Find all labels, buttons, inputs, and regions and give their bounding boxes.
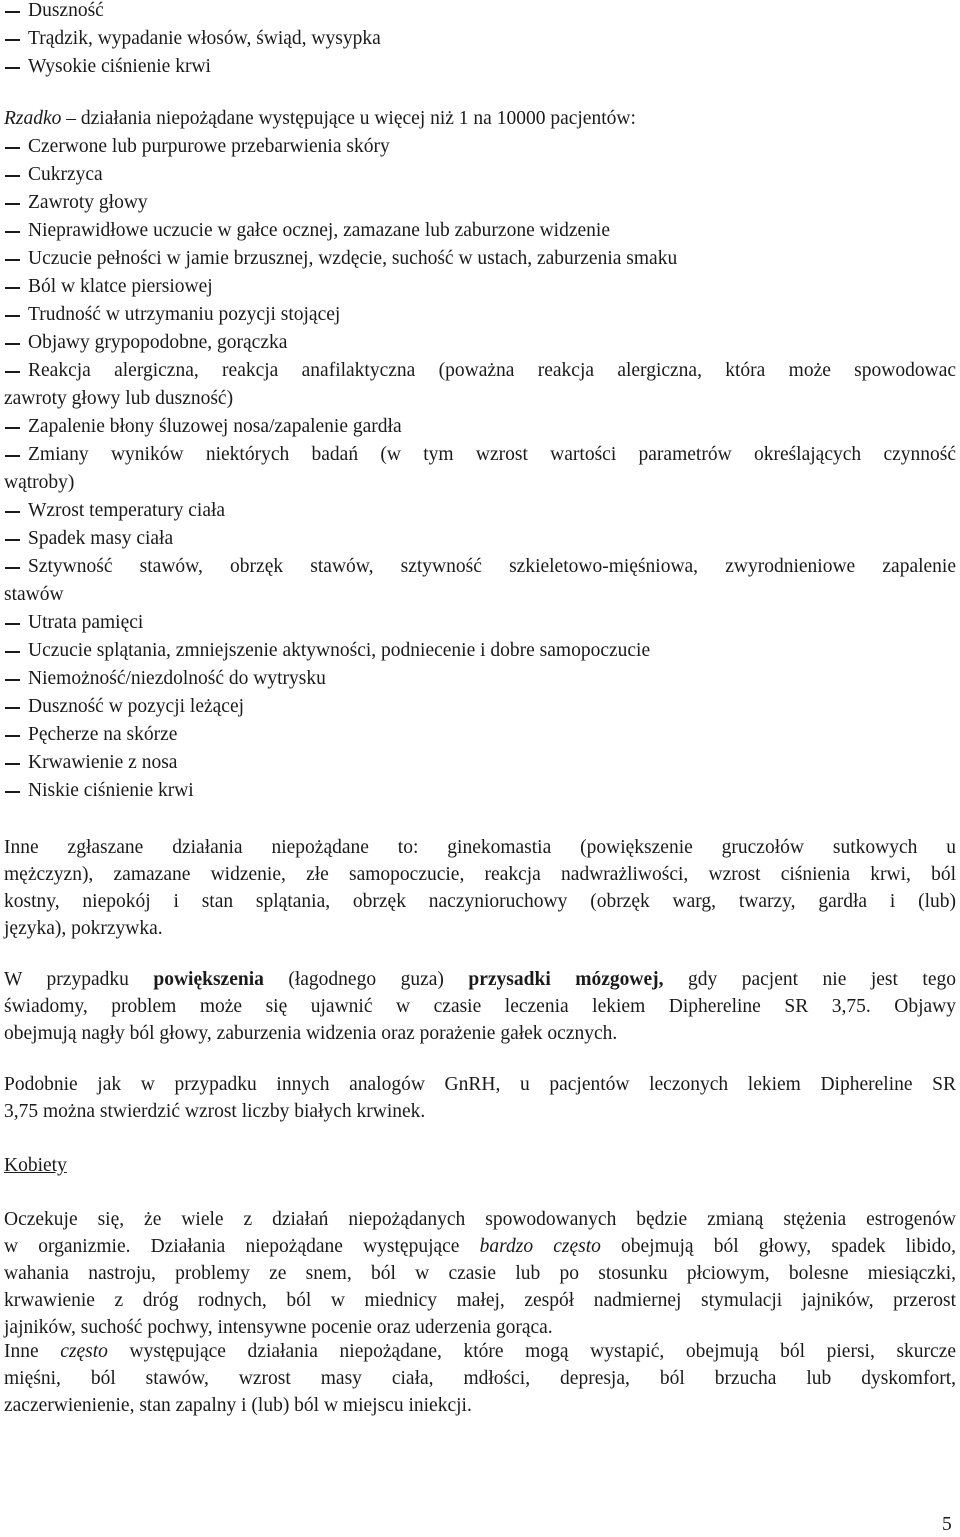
- list-item: Pęcherze na skórze: [28, 724, 178, 745]
- list-item: Ból w klatce piersiowej: [28, 276, 213, 297]
- side-effects-list-top: [4, 0, 956, 81]
- women-heading: Kobiety: [4, 1155, 67, 1176]
- list-item: Niemożność/niezdolność do wytrysku: [28, 668, 326, 689]
- list-item: Sztywność stawów, obrzęk stawów, sztywność szkieletowo-mięśniowa, zwyrodnieniowe zapalenie stawów: [4, 556, 956, 605]
- rare-heading-rest: – działania niepożądane występujące u więcej niż 1 na 10000 pacjentów:: [61, 108, 636, 129]
- list-item: Wzrost temperatury ciała: [28, 500, 226, 521]
- pituitary-paragraph: W przypadku powiększenia (łagodnego guza) przysadki mózgowej, gdy pacjent nie jest tego świadomy, problem może się ujawnić w czasie leczenia lekiem Diphereline SR 3,75. Objawy obejmują nagły ból głowy, zaburzenia widzenia oraz porażenie gałek ocznych.: [4, 969, 957, 1044]
- list-item: Spadek masy ciała: [28, 528, 174, 549]
- list-item: Trądzik, wypadanie włosów, świąd, wysypka: [28, 28, 381, 49]
- list-item: Utrata pamięci: [28, 612, 144, 633]
- list-item: Trudność w utrzymaniu pozycji stojącej: [28, 304, 341, 325]
- women-paragraph-2: Inne często występujące działania niepożądane, które mogą wystapić, obejmują ból piersi, skurcze mięśni, ból stawów, wzrost masy ciała, mdłości, depresja, ból brzucha lub dyskomfort, zaczerwienienie, stan zapalny i (lub) ból w miejscu iniekcji.: [4, 1341, 957, 1416]
- women-paragraph-1: Oczekuje się, że wiele z działań niepożądanych spowodowanych będzie zmianą stężenia estrogenów w organizmie. Działania niepożądane występujące bardzo często obejmują ból głowy, spadek libido, wahania nastroju, problemy ze snem, ból w czasie lub po stosunku płciowym, bolesne miesiączki, krwawienie z dróg rodnych, ból w miednicy małej, zespół nadmiernej stymulacji jajników, przerost jajników, suchość pochwy, intensywne pocenie oraz uderzenia gorąca.: [4, 1209, 957, 1338]
- list-item: Objawy grypopodobne, gorączka: [28, 332, 288, 353]
- list-item: Duszność w pozycji leżącej: [28, 696, 245, 717]
- gnrh-paragraph: Podobnie jak w przypadku innych analogów GnRH, u pacjentów leczonych lekiem Diphereline SR 3,75 można stwierdzić wzrost liczby białych krwinek.: [4, 1074, 956, 1122]
- rare-heading: [4, 105, 956, 133]
- list-item: Niskie ciśnienie krwi: [28, 780, 194, 801]
- list-item: Zawroty głowy: [28, 192, 148, 213]
- rare-heading-em: Rzadko: [4, 108, 62, 129]
- list-item: Duszność: [28, 0, 104, 21]
- list-item: Nieprawidłowe uczucie w gałce ocznej, zamazane lub zaburzone widzenie: [28, 220, 610, 241]
- side-effects-list-rare: [4, 133, 956, 805]
- list-item: Krwawienie z nosa: [28, 752, 178, 773]
- list-item: Reakcja alergiczna, reakcja anafilaktyczna (poważna reakcja alergiczna, która może spowodowac zawroty głowy lub duszność): [4, 360, 956, 409]
- list-item: Zapalenie błony śluzowej nosa/zapalenie gardła: [28, 416, 402, 437]
- page-number: 5: [942, 1514, 952, 1535]
- list-item: Cukrzyca: [28, 164, 103, 185]
- list-item: Zmiany wyników niektórych badań (w tym wzrost wartości parametrów określających czynność wątroby): [4, 444, 956, 493]
- other-reported-paragraph: Inne zgłaszane działania niepożądane to: ginekomastia (powiększenie gruczołów sutkowych u mężczyzn), zamazane widzenie, złe samopoczucie, reakcja nadwrażliwości, wzrost ciśnienia krwi, ból kostny, niepokój i stan splątania, obrzęk naczynioruchowy (obrzęk warg, twarzy, gardła i (lub) języka), pokrzywka.: [4, 837, 956, 939]
- list-item: Czerwone lub purpurowe przebarwienia skóry: [28, 136, 390, 157]
- list-item: Uczucie splątania, zmniejszenie aktywności, podniecenie i dobre samopoczucie: [28, 640, 651, 661]
- list-item: Wysokie ciśnienie krwi: [28, 56, 211, 77]
- list-item: Uczucie pełności w jamie brzusznej, wzdęcie, suchość w ustach, zaburzenia smaku: [28, 248, 678, 269]
